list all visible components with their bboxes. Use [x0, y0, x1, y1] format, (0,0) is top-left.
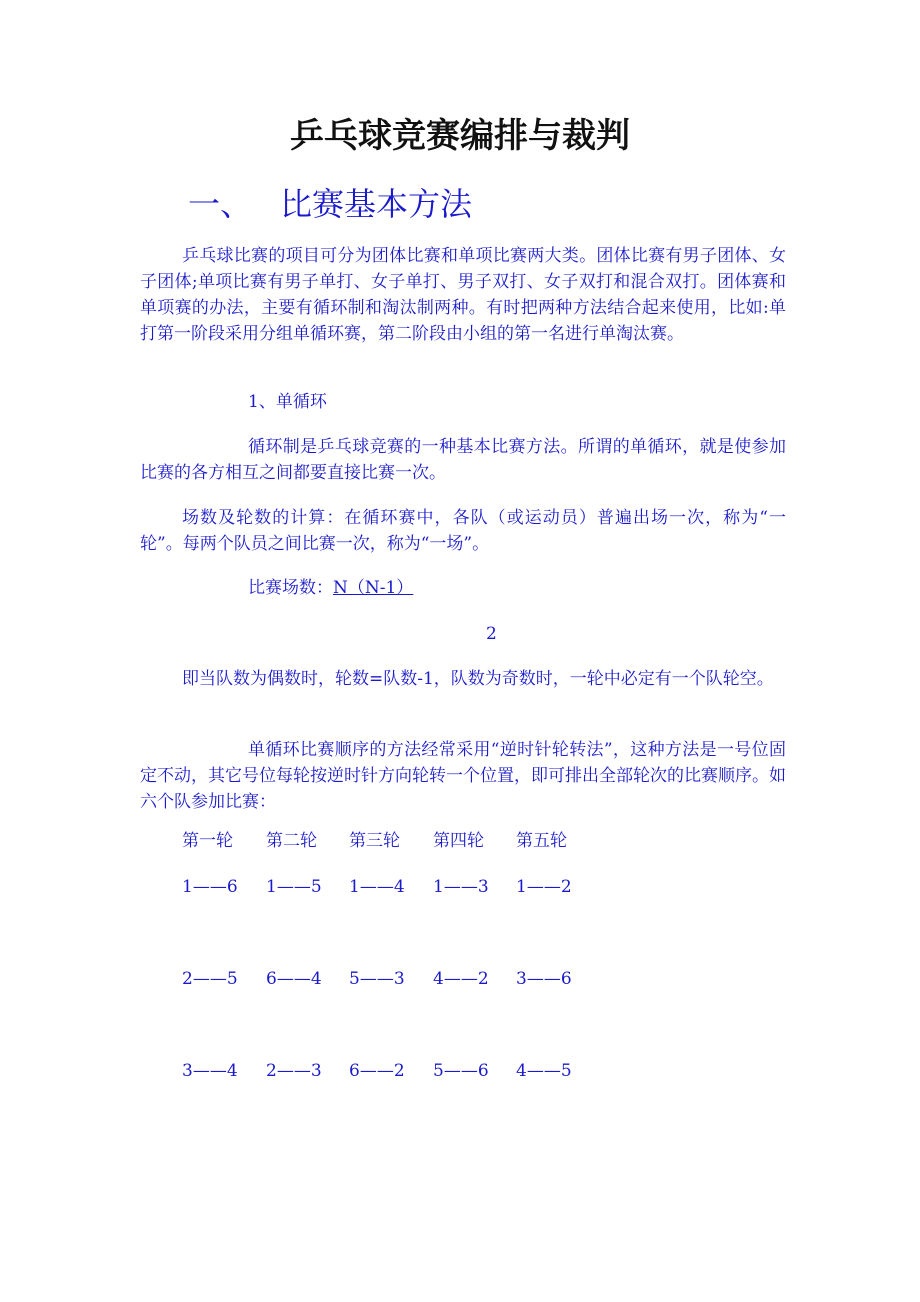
- match-cell: 5——6: [433, 1061, 489, 1081]
- subsection-heading: 1、单循环: [248, 392, 327, 412]
- section-number: 一、: [188, 185, 253, 223]
- match-cell: 4——2: [433, 969, 489, 989]
- round-robin-paragraph: 循环制是乒乓球竞赛的一种基本比赛方法。所谓的单循环，就是使参加比赛的各方相互之间都要直接比赛一次。: [140, 437, 786, 483]
- rotation-paragraph: 单循环比赛顺序的方法经常采用“逆时针轮转法”，这种方法是一号位固定不动，其它号位每轮按逆时针方向轮转一个位置，即可排出全部轮次的比赛顺序。如六个队参加比赛：: [140, 740, 786, 812]
- formula-label: 比赛场数：: [248, 578, 333, 598]
- match-cell: 6——2: [349, 1061, 405, 1081]
- round-header: 第二轮: [266, 831, 317, 851]
- formula-denominator: 2: [486, 624, 497, 644]
- match-cell: 5——3: [349, 969, 405, 989]
- rounds-paragraph: 即当队数为偶数时，轮数=队数-1，队数为奇数时，一轮中必定有一个队轮空。: [182, 669, 774, 689]
- formula-numerator: N（N-1）: [333, 578, 414, 598]
- calc-paragraph: 场数及轮数的计算：在循环赛中，各队（或运动员）普遍出场一次，称为“一轮”。每两个队员之间比赛一次，称为“一场”。: [140, 508, 786, 554]
- match-cell: 1——3: [433, 877, 489, 897]
- page-title: 乒乓球竞赛编排与裁判: [290, 116, 630, 156]
- intro-paragraph: 乒乓球比赛的项目可分为团体比赛和单项比赛两大类。团体比赛有男子团体、女子团体;单项比赛有男子单打、女子单打、男子双打、女子双打和混合双打。团体赛和单项赛的办法，主要有循环制和淘汰制两种。有时把两种方法结合起来使用，比如:单打第一阶段采用分组单循环赛，第二阶段由小组的第一名进行单淘汰赛。: [140, 246, 786, 344]
- section-title: 比赛基本方法: [280, 185, 473, 223]
- match-cell: 3——4: [182, 1061, 238, 1081]
- section-heading: [188, 180, 472, 228]
- round-header: 第三轮: [349, 831, 400, 851]
- match-cell: 3——6: [516, 969, 572, 989]
- match-cell: 1——6: [182, 877, 238, 897]
- match-cell: 1——2: [516, 877, 572, 897]
- match-cell: 2——5: [182, 969, 238, 989]
- match-cell: 2——3: [266, 1061, 322, 1081]
- match-cell: 1——4: [349, 877, 405, 897]
- formula: [248, 575, 419, 601]
- match-cell: 6——4: [266, 969, 322, 989]
- round-header: 第五轮: [516, 831, 567, 851]
- round-header: 第一轮: [182, 831, 233, 851]
- match-cell: 4——5: [516, 1061, 572, 1081]
- round-header: 第四轮: [433, 831, 484, 851]
- match-cell: 1——5: [266, 877, 322, 897]
